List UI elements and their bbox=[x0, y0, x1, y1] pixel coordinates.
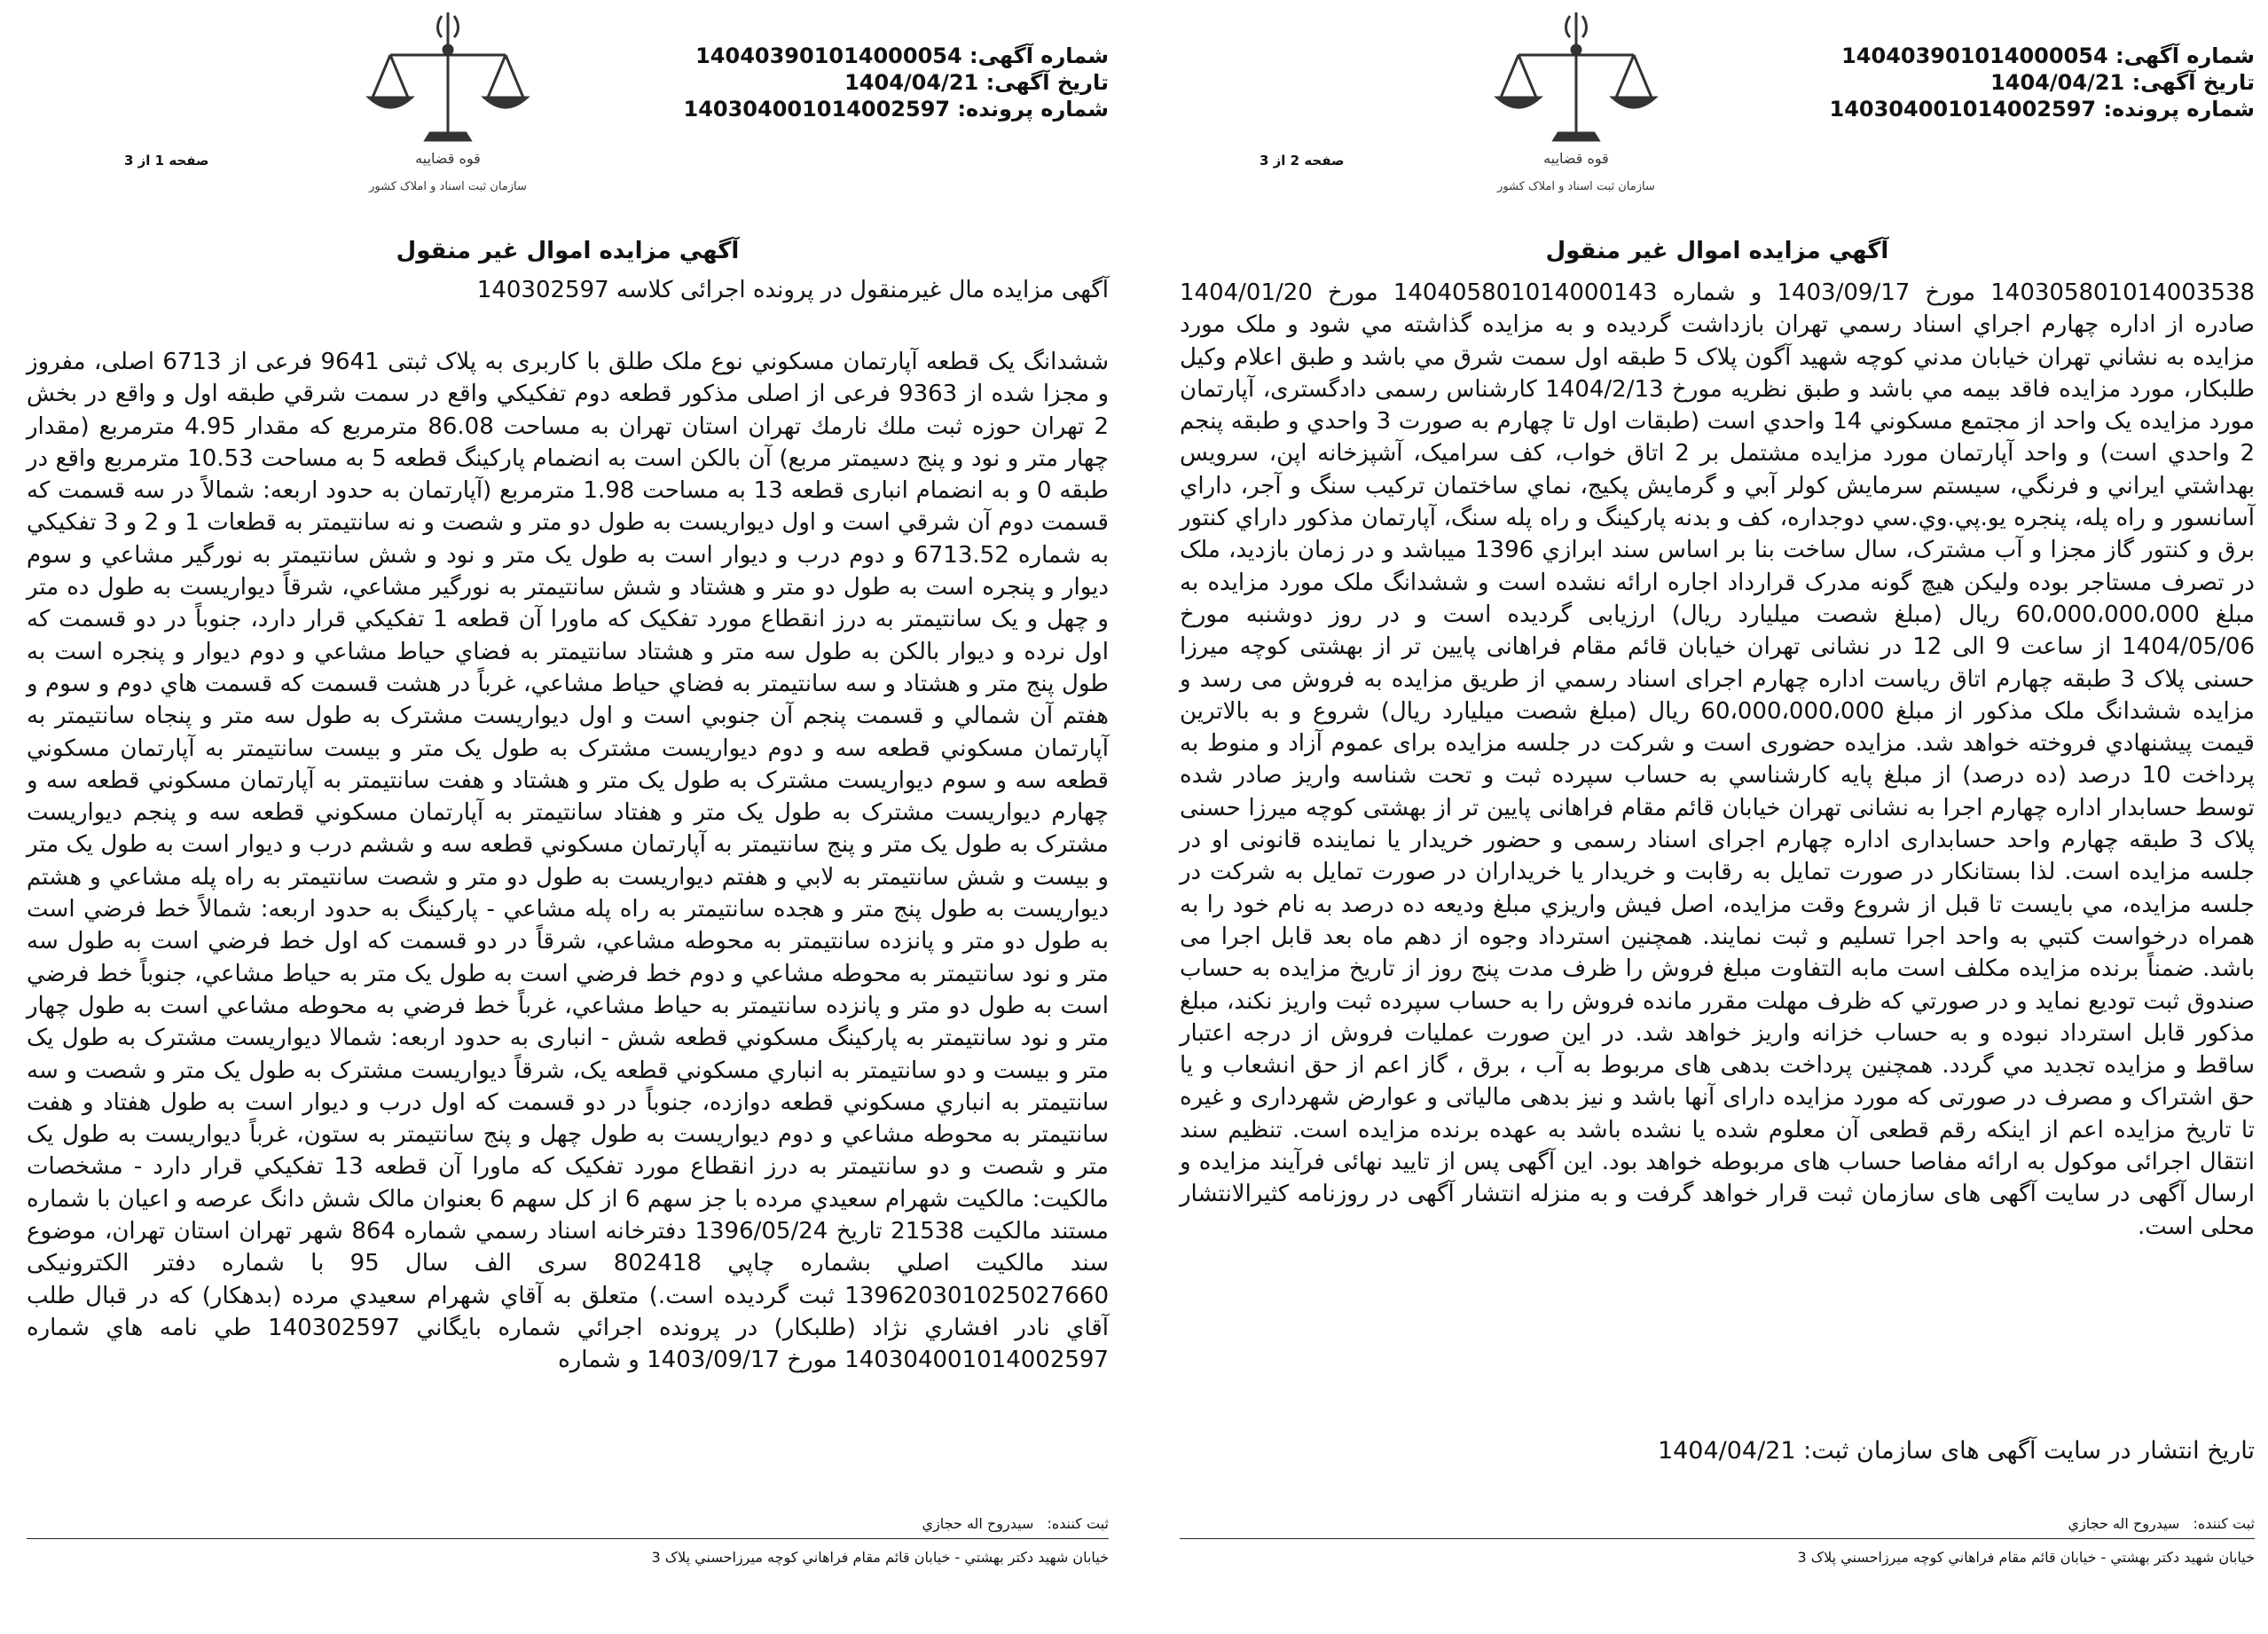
case-number-label: شماره پرونده: bbox=[2103, 97, 2255, 122]
judiciary-emblem bbox=[1483, 0, 1669, 202]
signer-name: سیدروح اله حجازي bbox=[2068, 1515, 2180, 1532]
notice-date: 1404/04/21 bbox=[844, 70, 979, 95]
footer-divider bbox=[1180, 1538, 2255, 1539]
case-number-label: شماره پرونده: bbox=[957, 97, 1109, 122]
notice-title: آگهي مزايده اموال غير منقول bbox=[1545, 238, 1889, 264]
emblem-caption: قوه قضاییه bbox=[415, 150, 481, 167]
scales-of-justice-icon bbox=[355, 0, 541, 202]
emblem-caption: قوه قضاییه bbox=[1543, 150, 1609, 167]
signer-line bbox=[914, 1515, 1109, 1532]
signer-label: ثبت کننده: bbox=[1047, 1515, 1109, 1532]
notice-body: ششدانگ یک قطعه آپارتمان مسکوني نوع ملک طلق با کاربری به پلاک ثبتی 9641 فرعی از 6713 اصلی، مفروز و مجزا شده از 9363 فرعی از اصلی مذکور قطعه دوم تفکیکي واقع در سمت شرقي طبقه اول و واقع در بخش 2 تهران حوزه ثبت ملك نارمك تهران استان تهران به مساحت 86.08 مترمربع که مقدار 4.95 مترمربع (مقدار چهار متر و نود و پنج دسیمتر مربع) آن بالکن است به انضمام پارکینگ قطعه 5 به مساحت 10.53 مترمربع واقع در طبقه 0 و به انضمام انباری قطعه 13 به مساحت 1.98 مترمربع (آپارتمان به حدود اربعه: شمالاً در سه قسمت که قسمت دوم آن شرقي است و اول دیواریست به طول دو متر و شصت و نه سانتیمتر به قطعات 1 و 2 و 3 تفکیکي به شماره 6713.52 و دوم درب و دیوار است به طول یک متر و نود و شش سانتیمتر به نورگیر مشاعي و سوم دیوار و پنجره است به طول دو متر و هشتاد و شش سانتیمتر به نورگیر مشاعي، شرقاً دیواریست به طول ده متر و چهل و یک سانتیمتر به درز انقطاع مورد تفکیک که ماورا آن قطعه 1 تفکیکي قرار دارد، جنوباً در دو قسمت که اول نرده و دیوار بالکن به طول سه متر و هشتاد سانتیمتر به فضاي حیاط مشاعي و دوم دیوار و پنجره است به طول پنج متر و هشتاد و سه سانتیمتر به فضاي حیاط مشاعي، غرباً در هشت قسمت که قسمت هاي دوم و سوم و هفتم آن شمالي و قسمت پنجم آن جنوبي است و اول دیواریست مشترک به طول سه متر و پنجاه سانتیمتر به آپارتمان مسکوني قطعه سه و دوم دیواریست مشترک به طول یک متر و بیست سانتیمتر به آپارتمان مسکوني قطعه سه و سوم دیواریست مشترک به طول یک متر و هشتاد و هفت سانتیمتر به آپارتمان مسکوني قطعه سه و چهارم دیواریست مشترک به طول یک متر و هفتاد سانتیمتر به آپارتمان مسکوني قطعه سه و پنجم دیواریست مشترک به طول یک متر و پنج سانتیمتر به آپارتمان مسکوني قطعه سه و ششم درب و دیوار است به طول یک متر و بیست و شش سانتیمتر به لابي و هفتم دیواریست به طول دو متر و شصت سانتیمتر به راه پله مشاعي و هشتم دیواریست به طول پنج متر و هجده سانتیمتر به راه پله مشاعي - پارکینگ به حدود اربعه: شمالاً خط فرضي است به طول دو متر و پانزده سانتیمتر به محوطه مشاعي، شرقاً در دو قسمت که اول خط فرضي است به طول سه متر و نود سانتیمتر به محوطه مشاعي و دوم خط فرضي است به طول یک متر به حیاط مشاعي، جنوباً خط فرضي است به طول دو متر و پانزده سانتیمتر به حیاط مشاعي، غرباً خط فرضي به محوطه مشاعي است به طول چهار متر و نود سانتیمتر به پارکینگ مسکوني قطعه شش - انباری به حدود اربعه: شمالا دیواریست مشترک به طول یک متر و بیست و دو سانتیمتر به انباري مسکوني قطعه یک، شرقاً دیواریست مشترک به طول یک متر و شصت و سه سانتیمتر به انباري مسکوني قطعه دوازده، جنوباً در دو قسمت که اول درب و دیوار است به طول هفتاد و هفت سانتیمتر به محوطه مشاعي و دوم دیواریست به طول چهل و پنج سانتیمتر به ستون، غرباً دیواریست به طول یک متر و شصت و دو سانتیمتر به درز انقطاع مورد تفکیک که ماورا آن قطعه 13 تفکیکي قرار دارد - مشخصات مالکیت: مالکیت شهرام سعیدي مرده با جز سهم 6 از کل سهم 6 بعنوان مالک شش دانگ عرصه و اعیان با شماره مستند مالکیت 21538 تاریخ 1396/05/24 دفترخانه اسناد رسمي شماره 864 شهر تهران استان تهران، موضوع سند مالکیت اصلي بشماره چاپي 802418 سری الف سال 95 با شماره دفتر الکترونیکی 139620301025027660 ثبت گردیده است.) متعلق به آقاي شهرام سعیدي مرده (بدهکار) که در قبال طلب آقاي نادر افشاري نژاد (طلبکار) در پرونده اجرائي شماره بایگاني 140302597 طي نامه هاي شماره 140304001014002597 مورخ 1403/09/17 و شماره bbox=[27, 349, 1110, 1374]
notice-meta bbox=[1758, 43, 2255, 122]
notice-subtitle: آگهی مزایده مال غیرمنقول در پرونده اجرائی کلاسه 140302597 bbox=[476, 277, 1109, 303]
page-number: صفحه 2 از 3 bbox=[1260, 153, 1345, 169]
office-address: خیابان شهید دکتر بهشتي - خیابان قائم مقام فراهاني کوچه میرزاحسني پلاک 3 bbox=[651, 1549, 1109, 1566]
notice-number-row bbox=[1758, 43, 2255, 69]
notice-date-row bbox=[612, 69, 1109, 96]
emblem-subcaption: سازمان ثبت اسناد و املاک کشور bbox=[369, 180, 527, 193]
notice-number-row bbox=[612, 43, 1109, 69]
notice-body: 140305801014003538 مورخ 1403/09/17 و شماره 140405801014000143 مورخ 1404/01/20 صادره از اداره چهارم اجراي اسناد رسمي تهران بازداشت گردیده و به مزایده گذاشته مي شود و ملک مورد مزایده به نشاني تهران خیابان مدني کوچه شهید آگون پلاک 5 طبقه اول سمت شرق مي باشد و طبق اعلام وکیل طلبکار، مورد مزایده فاقد بیمه مي باشد و طبق نظریه مورخ 1404/2/13 کارشناس رسمی دادگستری، آپارتمان مورد مزایده یک واحد از مجتمع مسکوني 14 واحدي است (طبقات اول تا چهارم به صورت 3 واحدي و طبقه پنجم 2 واحدي است) و واحد آپارتمان مورد مزایده مشتمل بر 2 اتاق خواب، کف سرامیک، آشپزخانه اپن، سرویس بهداشتي ایراني و فرنگي، سیستم سرمایش کولر آبي و گرمایش پکیج، نماي ساختمان ترکیب سنگ و آجر، داراي آسانسور و راه پله، پنجره يو.پي.وي.سي دوجداره، کف و بدنه پارکینگ و راه پله سنگ، آپارتمان مذکور داراي کنتور برق و کنتور گاز مجزا و آب مشترک، سال ساخت بنا بر اساس سند ابرازي 1396 میباشد و در زمان بازدید، ملک در تصرف مستاجر بوده ولیکن هیچ گونه مدرک قرارداد اجاره ارائه نشده است و ششدانگ ملک مورد مزایده به مبلغ 60،000،000،000 ریال (مبلغ شصت میلیارد ریال) ارزیابی گردیده است و در روز دوشنبه مورخ 1404/05/06 از ساعت 9 الی 12 در نشانی تهران خیابان قائم مقام فراهانی پایین تر از بهشتی کوچه میرزا حسنی پلاک 3 طبقه چهارم اتاق ریاست اداره چهارم اجرای اسناد رسمي از طریق مزایده به فروش می رسد و مزایده ششدانگ ملک مذکور از مبلغ 60،000،000،000 ریال (مبلغ شصت میلیارد ریال) شروع و به بالاترین قیمت پیشنهادي فروخته خواهد شد. مزایده حضوری است و شرکت در جلسه مزایده برای عموم آزاد و منوط به پرداخت 10 درصد (ده درصد) از مبلغ پایه کارشناسي به حساب سپرده ثبت و تحت شناسه واریز صادر شده توسط حسابدار اداره چهارم اجرا به نشانی تهران خیابان قائم مقام فراهانی پایین تر از بهشتی کوچه میرزا حسنی پلاک 3 طبقه چهارم واحد حسابداری اداره چهارم اجرای اسناد رسمی و حضور خریدار یا نماینده قانونی او در جلسه مزایده است. لذا بستانکار در صورت تمایل به رقابت و خریدار یا خریداران در صورت تمایل به شرکت در جلسه مزایده، مي بایست تا قبل از شروع وقت مزایده، اصل فیش واریزي مبلغ ودیعه ده درصد به نام خود را به همراه درخواست کتبي به واحد اجرا تسلیم و ثبت نمایند. همچنین استرداد وجوه از دهم ماه بعد قابل اجرا می باشد. ضمناً برنده مزایده مکلف است مابه التفاوت مبلغ فروش را ظرف مدت پنج روز از تاریخ مزایده به حساب صندوق ثبت تودیع نماید و در صورتي که ظرف مهلت مقرر مانده فروش را به حساب سپرده ثبت واریز نکند، مبلغ مذکور قابل استرداد نبوده و به حساب خزانه واریز خواهد شد. در این صورت عملیات فروش از درجه اعتبار ساقط و مزایده تجدید مي گردد. همچنین پرداخت بدهی های مربوط به آب ، برق ، گاز اعم از حق انشعاب و یا حق اشتراک و مصرف در صورتی که مورد مزایده دارای آنها باشد و نیز بدهی مالیاتی و عوارض شهرداری و غیره تا تاریخ مزایده اعم از اینکه رقم قطعی آن معلوم شده یا نشده باشد به عهده برنده مزایده است. تنظیم سند انتقال اجرائی موکول به ارائه مفاصا حساب های مربوطه خواهد بود. این آگهی پس از تایید نهائی فرآیند مزایده و ارسال آگهی در سایت آگهی های سازمان ثبت قرار خواهد گرفت و به منزله انتشار آگهی در روزنامه کثیرالانتشار محلی است. bbox=[1180, 279, 2256, 1240]
notice-page-1 bbox=[27, 0, 1109, 1634]
notice-meta bbox=[612, 43, 1109, 122]
case-number-row bbox=[612, 96, 1109, 122]
notice-page-2 bbox=[1180, 0, 2255, 1634]
footer-divider bbox=[27, 1538, 1109, 1539]
notice-number-label: شماره آگهی: bbox=[969, 43, 1109, 68]
publication-line bbox=[1658, 1437, 2255, 1465]
scales-of-justice-icon bbox=[1483, 0, 1669, 202]
notice-number: 140403901014000054 bbox=[1841, 43, 2108, 68]
case-number: 140304001014002597 bbox=[683, 97, 951, 122]
publication-label: تاریخ انتشار در سایت آگهی های سازمان ثبت: bbox=[1803, 1437, 2255, 1465]
emblem-subcaption: سازمان ثبت اسناد و املاک کشور bbox=[1497, 180, 1655, 193]
signer-line bbox=[2060, 1515, 2255, 1532]
signer-name: سیدروح اله حجازي bbox=[922, 1515, 1034, 1532]
case-number-row bbox=[1758, 96, 2255, 122]
notice-date: 1404/04/21 bbox=[1990, 70, 2125, 95]
case-number: 140304001014002597 bbox=[1829, 97, 2097, 122]
office-address: خیابان شهید دکتر بهشتي - خیابان قائم مقام فراهاني کوچه میرزاحسني پلاک 3 bbox=[1797, 1549, 2255, 1566]
notice-date-label: تاریخ آگهی: bbox=[985, 70, 1109, 95]
notice-date-label: تاریخ آگهی: bbox=[2131, 70, 2255, 95]
judiciary-emblem bbox=[355, 0, 541, 202]
page-number: صفحه 1 از 3 bbox=[124, 153, 209, 169]
signer-label: ثبت کننده: bbox=[2193, 1515, 2255, 1532]
publication-date: 1404/04/21 bbox=[1657, 1437, 1796, 1465]
notice-date-row bbox=[1758, 69, 2255, 96]
notice-title: آگهي مزايده اموال غير منقول bbox=[396, 238, 740, 264]
notice-number-label: شماره آگهی: bbox=[2115, 43, 2255, 68]
notice-number: 140403901014000054 bbox=[695, 43, 962, 68]
